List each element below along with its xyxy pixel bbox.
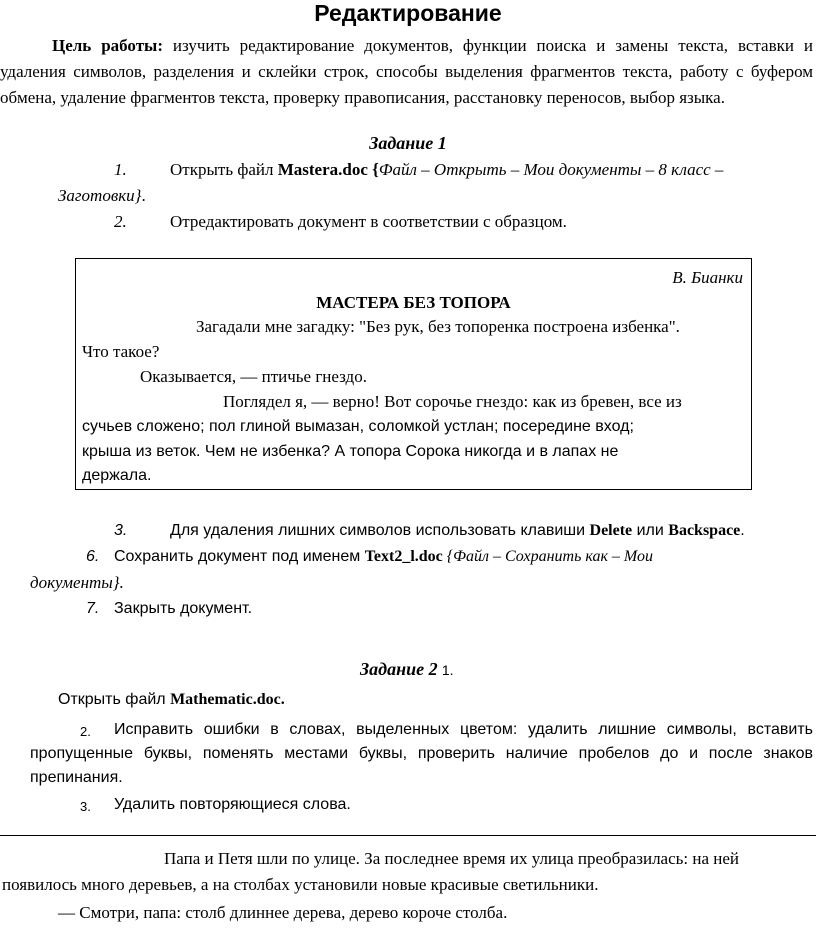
menu-path-cont: документы} [30, 573, 120, 592]
task1-step6 [86, 546, 653, 568]
task1-heading: Задание 1 [369, 133, 447, 153]
file-name: Mathematic.doc. [170, 691, 285, 708]
step-number: 1. [114, 160, 127, 179]
step-number: 3. [80, 799, 91, 814]
task2-heading-line [360, 658, 454, 681]
page-title: Редактирование [314, 0, 502, 26]
step-text: Открыть файл [58, 691, 171, 708]
sample-title: МАСТЕРА БЕЗ ТОПОРА [316, 293, 511, 312]
file-name: Text2_l.doc [364, 548, 443, 565]
step-text: Для удаления лишних символов использовать клавиши [170, 522, 590, 539]
intro-label: Цель работы: [52, 36, 163, 55]
step-text: Отредактировать документ в соответствии с образцом. [170, 212, 567, 231]
divider-line [0, 835, 816, 836]
menu-path: {Файл – Сохранить как – Мои [442, 548, 654, 565]
sample-line: Загадали мне загадку: "Без рук, без топоренка построена избенка". [196, 317, 680, 336]
task1-step6-cont [30, 572, 124, 594]
task1-step1 [114, 159, 723, 181]
file-name: Mastera.doc [277, 160, 368, 179]
step-text: Закрыть документ. [114, 600, 253, 617]
step-number: 6. [86, 548, 100, 565]
task1-step2 [114, 211, 567, 233]
sample-line: Поглядел я, — верно! Вот сорочье гнездо: как из бревен, все из [223, 392, 682, 411]
intro-text: изучить редактирование документов, функции поиска и замены текста, вставки и удаления символов, разделения и склейки строк, способы выделения фрагментов текста, работу с буфером обмена, удаление фрагментов текста, проверку правописания, расстановку переносов, выбор языка. [0, 36, 813, 107]
task2-heading: Задание 2 [360, 659, 438, 679]
task2-step2-text: Исправить ошибки в словах, выделенных цветом: удалить лишние символы, вставить пропущенные буквы, поменять местами буквы, проверить наличие пробелов до и после знаков препинания. [30, 721, 813, 786]
sample-line: держала. [82, 467, 152, 484]
key-backspace: Backspace [668, 522, 741, 539]
sample-line: Что такое? [82, 342, 160, 361]
step-number: 1. [441, 662, 454, 678]
task1-step3 [114, 520, 745, 542]
period: . [740, 522, 745, 539]
step-text: Открыть файл [170, 160, 278, 179]
brace: { [367, 160, 379, 179]
sample-line: крыша из веток. Чем не избенка? А топора Сорока никогда и в лапах не [82, 443, 619, 460]
sample-author: В. Бианки [672, 268, 743, 287]
step-number: 7. [86, 600, 100, 617]
story-line: появилось много деревьев, а на столбах установили новые красивые светильники. [2, 875, 599, 894]
task1-step1-cont [58, 185, 146, 207]
step-number: 3. [114, 522, 128, 539]
key-delete: Delete [589, 522, 633, 539]
step-text: Сохранить документ под именем [114, 548, 365, 565]
sample-line: Оказывается, — птичье гнездо. [140, 367, 367, 386]
menu-path-cont: Заготовки} [58, 186, 142, 205]
sample-line: сучьев сложено; пол глиной вымазан, соломкой устлан; посередине вход; [82, 418, 634, 435]
task2-step1 [58, 689, 285, 711]
step-number: 2. [80, 724, 91, 739]
conjunction: или [632, 522, 669, 539]
task2-step3-text: Удалить повторяющиеся слова. [114, 796, 351, 813]
intro-paragraph [0, 33, 813, 111]
menu-path: Файл – Открыть – Мои документы – 8 класс – [378, 160, 724, 179]
sample-text-box [75, 258, 752, 490]
task1-step7 [86, 598, 252, 620]
period: . [141, 186, 146, 205]
story-line: — Смотри, папа: столб длиннее дерева, дерево короче столба. [58, 903, 508, 922]
story-line: Папа и Петя шли по улице. За последнее время их улица преобразилась: на ней [164, 849, 740, 868]
step-number: 2. [114, 212, 127, 231]
period: . [119, 573, 124, 592]
